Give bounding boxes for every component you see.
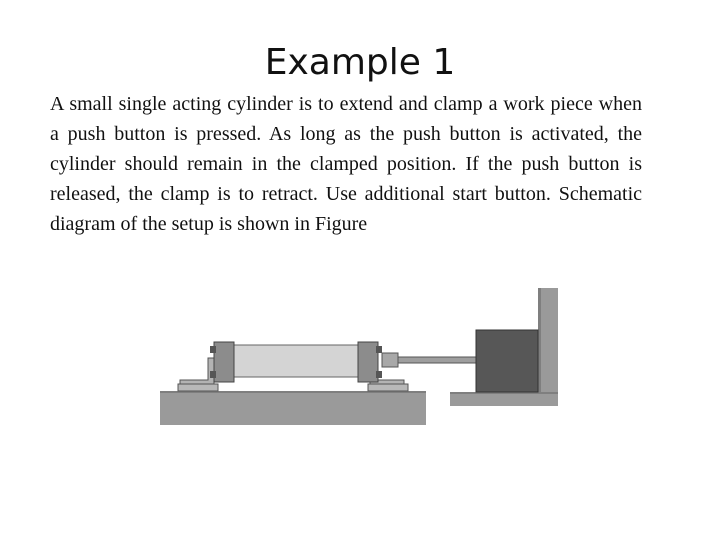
work-piece xyxy=(476,330,538,392)
cylinder-barrel xyxy=(232,345,360,377)
nut-right-bottom xyxy=(376,371,382,378)
right-bracket-foot xyxy=(368,384,408,391)
nut-left-bottom xyxy=(210,371,216,378)
rod-gland xyxy=(382,353,398,367)
left-bracket xyxy=(180,358,214,386)
cylinder-clamp-schematic-icon xyxy=(158,288,560,428)
nut-right-top xyxy=(376,346,382,353)
slide-body-text: A small single acting cylinder is to extend and clamp a work piece when a push button is pressed. As long as the push button is activated, the cylinder should remain in the clamped position. If the push button is released, the clamp is to retract. Use additional start button. Schematic diagram of the setup is shown in Figure xyxy=(50,93,642,235)
right-end-cap xyxy=(358,342,378,382)
left-end-cap xyxy=(214,342,234,382)
left-bracket-foot xyxy=(178,384,218,391)
slide-title: Example 1 xyxy=(264,42,456,83)
nut-left-top xyxy=(210,346,216,353)
piston-rod xyxy=(398,357,476,363)
base-block xyxy=(160,391,426,425)
floor-right xyxy=(450,392,558,406)
